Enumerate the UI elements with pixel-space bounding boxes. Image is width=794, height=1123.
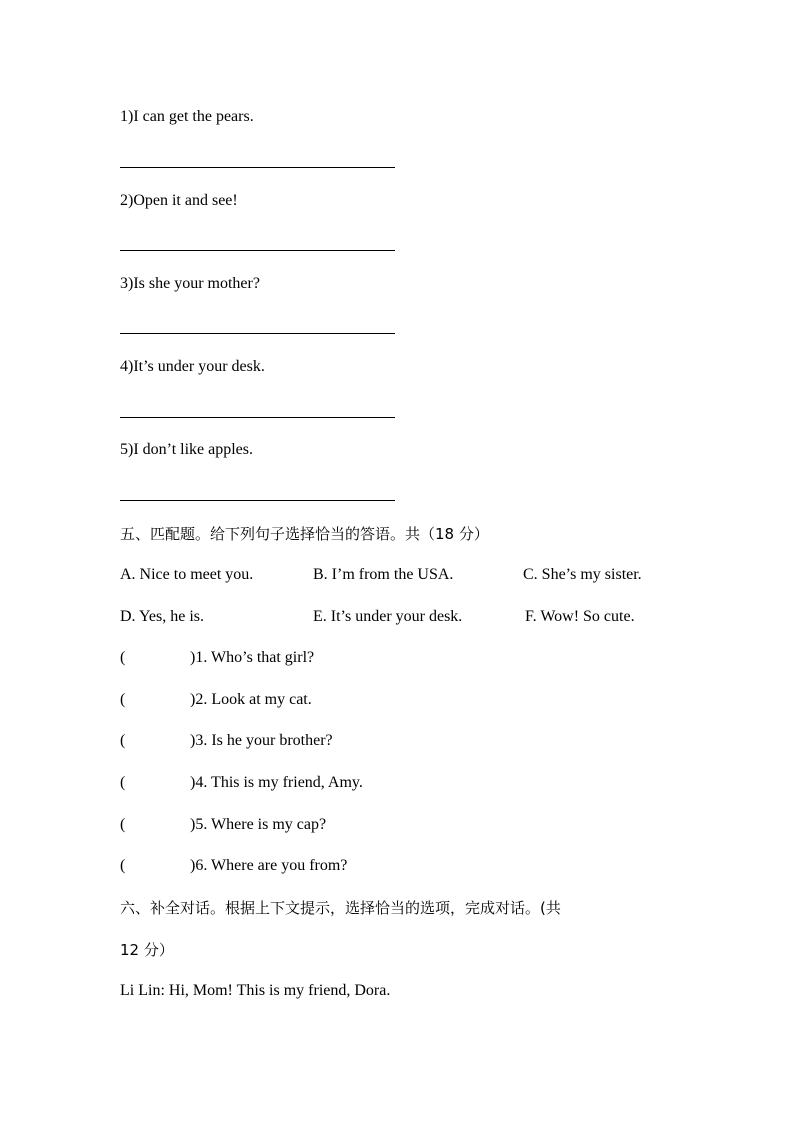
answer-slot-4[interactable]: (	[120, 774, 126, 791]
answer-blank-2[interactable]	[120, 250, 395, 251]
sentence-1: 1)I can get the pears.	[120, 108, 254, 125]
option-c: C. She’s my sister.	[523, 566, 642, 583]
question-text-5: )5. Where is my cap?	[190, 816, 327, 833]
question-text-3: )3. Is he your brother?	[190, 732, 333, 749]
sentence-4: 4)It’s under your desk.	[120, 358, 265, 375]
answer-slot-6[interactable]: (	[120, 857, 126, 874]
question-text-6: )6. Where are you from?	[190, 857, 348, 874]
sentence-5: 5)I don’t like apples.	[120, 441, 254, 458]
sentence-3: 3)Is she your mother?	[120, 275, 260, 292]
answer-blank-1[interactable]	[120, 167, 395, 168]
answer-blank-4[interactable]	[120, 417, 395, 418]
question-text-2: )2. Look at my cat.	[190, 691, 312, 708]
option-e: E. It’s under your desk.	[313, 608, 463, 625]
section5-heading: 五、匹配题。给下列句子选择恰当的答语。共（18 分）	[120, 525, 489, 543]
answer-slot-2[interactable]: (	[120, 691, 126, 708]
question-text-1: )1. Who’s that girl?	[190, 649, 315, 666]
answer-slot-1[interactable]: (	[120, 649, 126, 666]
option-b: B. I’m from the USA.	[313, 566, 454, 583]
section6-heading-line1: 六、补全对话。根据上下文提示，选择恰当的选项，完成对话。(共	[120, 899, 561, 917]
answer-blank-5[interactable]	[120, 500, 395, 501]
sentence-2: 2)Open it and see!	[120, 192, 238, 209]
option-d: D. Yes, he is.	[120, 608, 205, 625]
section6-heading-line2: 12 分）	[120, 941, 174, 959]
option-a: A. Nice to meet you.	[120, 566, 254, 583]
answer-slot-5[interactable]: (	[120, 816, 126, 833]
option-f: F. Wow! So cute.	[525, 608, 635, 625]
answer-slot-3[interactable]: (	[120, 732, 126, 749]
question-text-4: )4. This is my friend, Amy.	[190, 774, 363, 791]
answer-blank-3[interactable]	[120, 333, 395, 334]
dialogue-line-1: Li Lin: Hi, Mom! This is my friend, Dora.	[120, 982, 391, 999]
